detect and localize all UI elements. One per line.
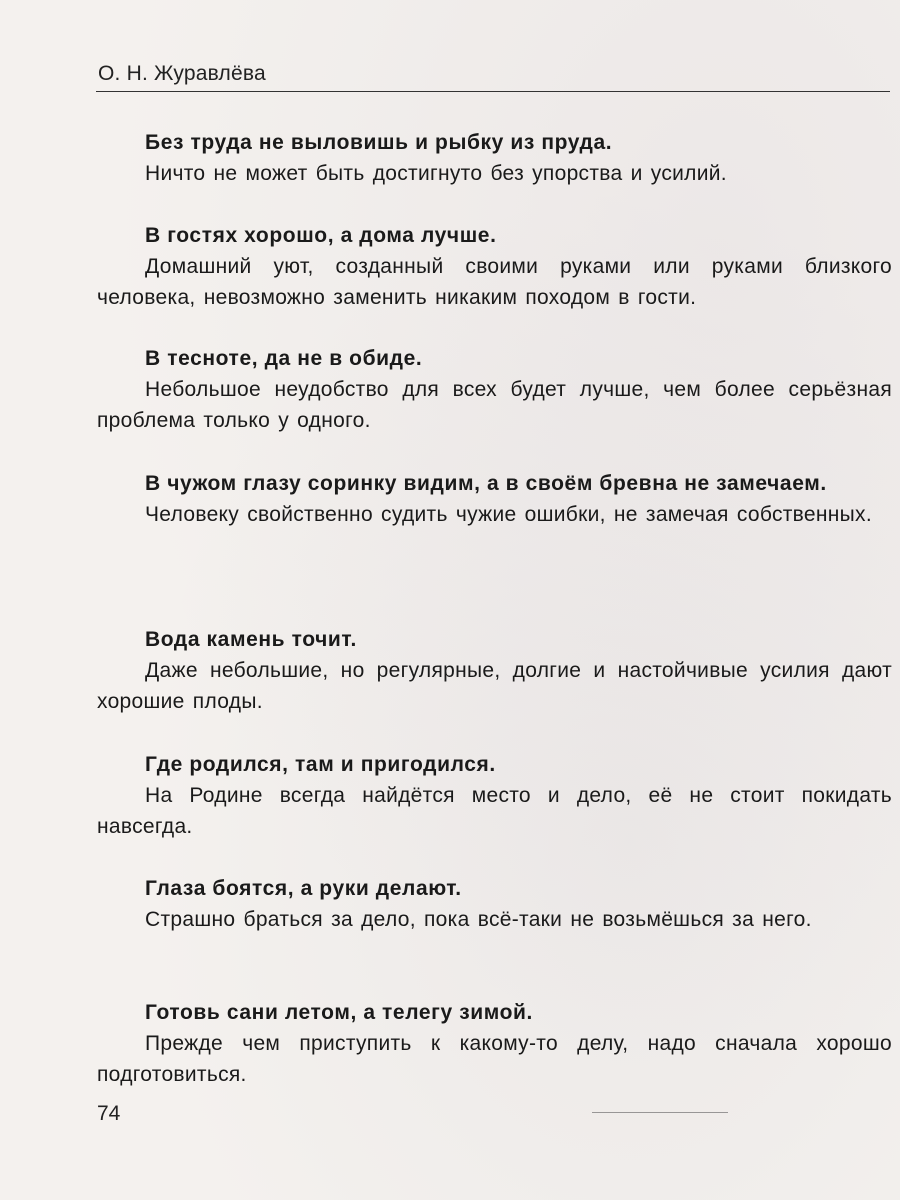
proverb-entry xyxy=(97,343,892,436)
proverb-entry xyxy=(97,749,892,842)
proverb-meaning: Прежде чем приступить к какому-то делу, надо сначала хорошо подготовиться. xyxy=(97,1032,892,1086)
proverb-title: В чужом глазу соринку видим, а в своём бревна не замечаем. xyxy=(145,472,827,495)
proverb-entry xyxy=(97,220,892,313)
proverb-meaning: Страшно браться за дело, пока всё-таки не возьмёшься за него. xyxy=(145,908,812,931)
proverb-meaning: Человеку свойственно судить чужие ошибки, не замечая собственных. xyxy=(145,503,872,526)
proverb-meaning: Ничто не может быть достигнуто без упорства и усилий. xyxy=(145,162,727,185)
proverb-entry xyxy=(97,873,892,935)
proverb-meaning: На Родине всегда найдётся место и дело, её не стоит покидать навсегда. xyxy=(97,784,892,838)
proverb-entry xyxy=(97,127,892,189)
proverb-title: В тесноте, да не в обиде. xyxy=(145,347,423,370)
proverb-title: Вода камень точит. xyxy=(145,628,357,651)
author-header: О. Н. Журавлёва xyxy=(98,62,266,85)
proverb-title: Где родился, там и пригодился. xyxy=(145,753,496,776)
proverb-entry xyxy=(97,997,892,1090)
proverb-meaning: Даже небольшие, но регулярные, долгие и настойчивые усилия дают хорошие плоды. xyxy=(97,659,892,713)
page-number: 74 xyxy=(97,1102,121,1125)
proverb-title: В гостях хорошо, а дома лучше. xyxy=(145,224,497,247)
header-divider xyxy=(96,91,890,92)
proverb-title: Глаза боятся, а руки делают. xyxy=(145,877,462,900)
proverb-meaning: Небольшое неудобство для всех будет лучше, чем более серьёзная проблема только у одного. xyxy=(97,378,892,432)
footer-divider xyxy=(592,1112,728,1113)
proverb-entry xyxy=(97,468,892,530)
proverb-entry xyxy=(97,624,892,717)
proverb-meaning: Домашний уют, созданный своими руками или руками близкого человека, невозможно заменить никаким походом в гости. xyxy=(97,255,892,309)
proverb-title: Без труда не выловишь и рыбку из пруда. xyxy=(145,131,613,154)
proverb-title: Готовь сани летом, а телегу зимой. xyxy=(145,1001,533,1024)
